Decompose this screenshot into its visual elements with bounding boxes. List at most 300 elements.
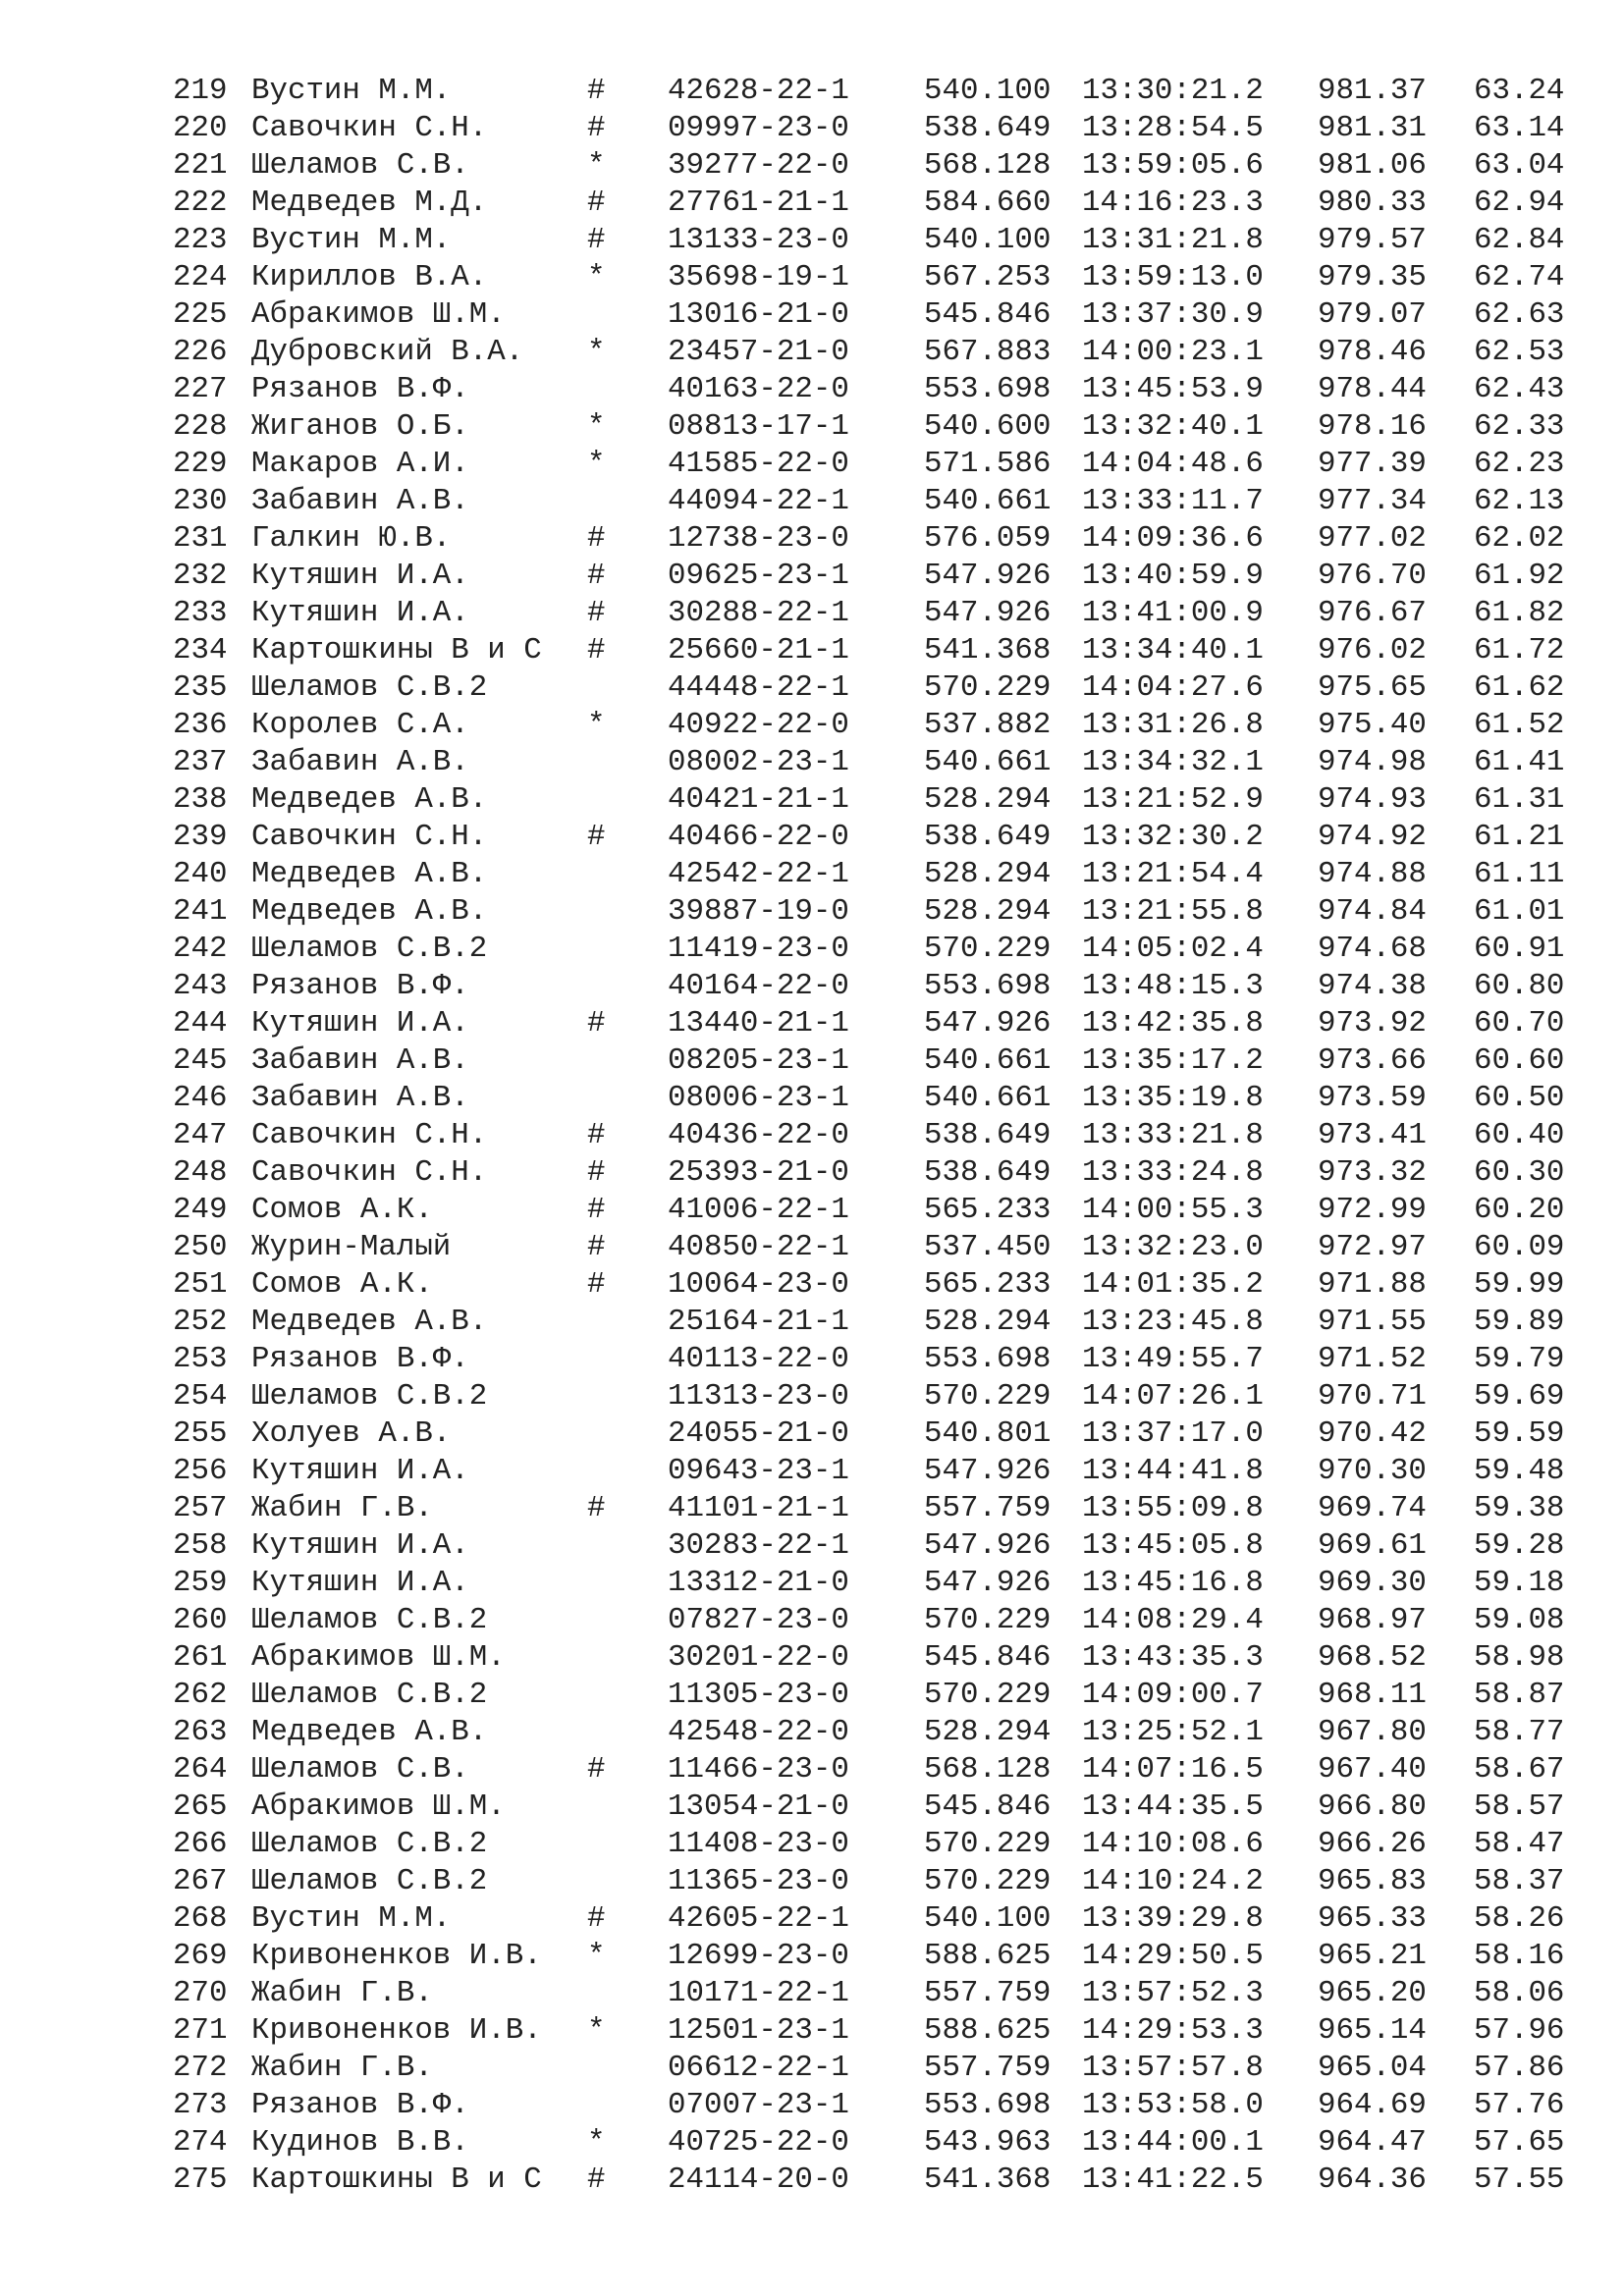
distance-cell: 537.450 xyxy=(924,1230,1052,1264)
rank-cell: 225 xyxy=(173,297,228,332)
arrival-time-cell: 13:21:54.4 xyxy=(1082,857,1264,891)
rank-cell: 256 xyxy=(173,1454,228,1488)
rank-cell: 267 xyxy=(173,1864,228,1898)
distance-cell: 570.229 xyxy=(924,1379,1052,1414)
score-cell: 58.37 xyxy=(1474,1864,1565,1898)
fancier-name-cell: Забавин А.В. xyxy=(251,745,469,779)
distance-cell: 541.368 xyxy=(924,633,1052,667)
speed-cell: 965.14 xyxy=(1318,2013,1427,2048)
speed-cell: 974.84 xyxy=(1318,894,1427,929)
score-cell: 60.80 xyxy=(1474,969,1565,1003)
arrival-time-cell: 13:32:30.2 xyxy=(1082,820,1264,854)
score-cell: 62.43 xyxy=(1474,372,1565,406)
mark-cell: * xyxy=(587,708,606,742)
score-cell: 61.72 xyxy=(1474,633,1565,667)
score-cell: 60.20 xyxy=(1474,1193,1565,1227)
distance-cell: 537.882 xyxy=(924,708,1052,742)
score-cell: 58.16 xyxy=(1474,1939,1565,1973)
distance-cell: 567.253 xyxy=(924,260,1052,294)
rank-cell: 237 xyxy=(173,745,228,779)
score-cell: 57.55 xyxy=(1474,2163,1565,2197)
mark-cell: * xyxy=(587,148,606,183)
score-cell: 58.67 xyxy=(1474,1752,1565,1787)
fancier-name-cell: Абракимов Ш.М. xyxy=(251,297,506,332)
ring-number-cell: 41101-21-1 xyxy=(668,1491,849,1525)
score-cell: 62.23 xyxy=(1474,447,1565,481)
distance-cell: 547.926 xyxy=(924,1528,1052,1563)
fancier-name-cell: Кутяшин И.А. xyxy=(251,559,469,593)
fancier-name-cell: Савочкин С.Н. xyxy=(251,111,488,145)
ring-number-cell: 08002-23-1 xyxy=(668,745,849,779)
distance-cell: 540.661 xyxy=(924,1043,1052,1078)
arrival-time-cell: 13:21:52.9 xyxy=(1082,782,1264,817)
score-cell: 58.06 xyxy=(1474,1976,1565,2010)
score-cell: 59.08 xyxy=(1474,1603,1565,1637)
score-cell: 63.24 xyxy=(1474,74,1565,108)
ring-number-cell: 11466-23-0 xyxy=(668,1752,849,1787)
speed-cell: 964.36 xyxy=(1318,2163,1427,2197)
score-cell: 62.53 xyxy=(1474,335,1565,369)
arrival-time-cell: 14:05:02.4 xyxy=(1082,932,1264,966)
arrival-time-cell: 13:45:16.8 xyxy=(1082,1566,1264,1600)
arrival-time-cell: 14:01:35.2 xyxy=(1082,1267,1264,1302)
rank-cell: 229 xyxy=(173,447,228,481)
score-cell: 57.65 xyxy=(1474,2125,1565,2160)
mark-cell: * xyxy=(587,260,606,294)
fancier-name-cell: Забавин А.В. xyxy=(251,484,469,518)
arrival-time-cell: 13:48:15.3 xyxy=(1082,969,1264,1003)
mark-cell: # xyxy=(587,1006,606,1041)
speed-cell: 973.41 xyxy=(1318,1118,1427,1152)
speed-cell: 977.02 xyxy=(1318,521,1427,556)
speed-cell: 981.06 xyxy=(1318,148,1427,183)
distance-cell: 540.661 xyxy=(924,484,1052,518)
ring-number-cell: 09625-23-1 xyxy=(668,559,849,593)
arrival-time-cell: 14:00:55.3 xyxy=(1082,1193,1264,1227)
score-cell: 57.86 xyxy=(1474,2051,1565,2085)
ring-number-cell: 40164-22-0 xyxy=(668,969,849,1003)
ring-number-cell: 11419-23-0 xyxy=(668,932,849,966)
rank-cell: 270 xyxy=(173,1976,228,2010)
fancier-name-cell: Рязанов В.Ф. xyxy=(251,1342,469,1376)
score-cell: 61.92 xyxy=(1474,559,1565,593)
speed-cell: 971.52 xyxy=(1318,1342,1427,1376)
speed-cell: 966.26 xyxy=(1318,1827,1427,1861)
fancier-name-cell: Медведев А.В. xyxy=(251,857,488,891)
ring-number-cell: 25660-21-1 xyxy=(668,633,849,667)
ring-number-cell: 13054-21-0 xyxy=(668,1789,849,1824)
score-cell: 61.62 xyxy=(1474,670,1565,705)
arrival-time-cell: 13:37:30.9 xyxy=(1082,297,1264,332)
distance-cell: 568.128 xyxy=(924,1752,1052,1787)
speed-cell: 966.80 xyxy=(1318,1789,1427,1824)
arrival-time-cell: 13:42:35.8 xyxy=(1082,1006,1264,1041)
rank-cell: 221 xyxy=(173,148,228,183)
speed-cell: 972.97 xyxy=(1318,1230,1427,1264)
fancier-name-cell: Шеламов С.В.2 xyxy=(251,670,488,705)
mark-cell: # xyxy=(587,633,606,667)
rank-cell: 243 xyxy=(173,969,228,1003)
fancier-name-cell: Медведев А.В. xyxy=(251,894,488,929)
arrival-time-cell: 13:37:17.0 xyxy=(1082,1416,1264,1451)
fancier-name-cell: Галкин Ю.В. xyxy=(251,521,452,556)
distance-cell: 540.100 xyxy=(924,1901,1052,1936)
score-cell: 59.69 xyxy=(1474,1379,1565,1414)
speed-cell: 969.30 xyxy=(1318,1566,1427,1600)
ring-number-cell: 30283-22-1 xyxy=(668,1528,849,1563)
mark-cell: * xyxy=(587,2013,606,2048)
ring-number-cell: 07827-23-0 xyxy=(668,1603,849,1637)
fancier-name-cell: Шеламов С.В.2 xyxy=(251,932,488,966)
arrival-time-cell: 14:29:50.5 xyxy=(1082,1939,1264,1973)
speed-cell: 976.67 xyxy=(1318,596,1427,630)
ring-number-cell: 39277-22-0 xyxy=(668,148,849,183)
distance-cell: 540.661 xyxy=(924,1081,1052,1115)
distance-cell: 565.233 xyxy=(924,1193,1052,1227)
ring-number-cell: 25164-21-1 xyxy=(668,1305,849,1339)
distance-cell: 543.963 xyxy=(924,2125,1052,2160)
score-cell: 62.33 xyxy=(1474,409,1565,444)
speed-cell: 972.99 xyxy=(1318,1193,1427,1227)
rank-cell: 261 xyxy=(173,1640,228,1675)
fancier-name-cell: Кутяшин И.А. xyxy=(251,1528,469,1563)
arrival-time-cell: 13:53:58.0 xyxy=(1082,2088,1264,2122)
fancier-name-cell: Макаров А.И. xyxy=(251,447,469,481)
fancier-name-cell: Абракимов Ш.М. xyxy=(251,1640,506,1675)
score-cell: 58.57 xyxy=(1474,1789,1565,1824)
fancier-name-cell: Жабин Г.В. xyxy=(251,2051,433,2085)
ring-number-cell: 12501-23-1 xyxy=(668,2013,849,2048)
ring-number-cell: 42628-22-1 xyxy=(668,74,849,108)
ring-number-cell: 13312-21-0 xyxy=(668,1566,849,1600)
ring-number-cell: 40421-21-1 xyxy=(668,782,849,817)
ring-number-cell: 40436-22-0 xyxy=(668,1118,849,1152)
arrival-time-cell: 13:32:40.1 xyxy=(1082,409,1264,444)
speed-cell: 974.68 xyxy=(1318,932,1427,966)
score-cell: 61.52 xyxy=(1474,708,1565,742)
speed-cell: 975.40 xyxy=(1318,708,1427,742)
ring-number-cell: 13133-23-0 xyxy=(668,223,849,257)
distance-cell: 547.926 xyxy=(924,596,1052,630)
mark-cell: # xyxy=(587,1155,606,1190)
ring-number-cell: 11365-23-0 xyxy=(668,1864,849,1898)
ring-number-cell: 40163-22-0 xyxy=(668,372,849,406)
distance-cell: 547.926 xyxy=(924,1566,1052,1600)
score-cell: 59.28 xyxy=(1474,1528,1565,1563)
ring-number-cell: 12699-23-0 xyxy=(668,1939,849,1973)
fancier-name-cell: Вустин М.М. xyxy=(251,74,452,108)
distance-cell: 528.294 xyxy=(924,782,1052,817)
score-cell: 60.30 xyxy=(1474,1155,1565,1190)
arrival-time-cell: 14:29:53.3 xyxy=(1082,2013,1264,2048)
score-cell: 62.02 xyxy=(1474,521,1565,556)
rank-cell: 219 xyxy=(173,74,228,108)
mark-cell: * xyxy=(587,335,606,369)
arrival-time-cell: 13:45:05.8 xyxy=(1082,1528,1264,1563)
rank-cell: 248 xyxy=(173,1155,228,1190)
ring-number-cell: 30288-22-1 xyxy=(668,596,849,630)
fancier-name-cell: Абракимов Ш.М. xyxy=(251,1789,506,1824)
fancier-name-cell: Жиганов О.Б. xyxy=(251,409,469,444)
fancier-name-cell: Дубровский В.А. xyxy=(251,335,524,369)
ring-number-cell: 08006-23-1 xyxy=(668,1081,849,1115)
distance-cell: 540.661 xyxy=(924,745,1052,779)
mark-cell: # xyxy=(587,1193,606,1227)
ring-number-cell: 39887-19-0 xyxy=(668,894,849,929)
arrival-time-cell: 13:40:59.9 xyxy=(1082,559,1264,593)
distance-cell: 553.698 xyxy=(924,2088,1052,2122)
speed-cell: 978.44 xyxy=(1318,372,1427,406)
arrival-time-cell: 13:33:11.7 xyxy=(1082,484,1264,518)
rank-cell: 244 xyxy=(173,1006,228,1041)
distance-cell: 557.759 xyxy=(924,2051,1052,2085)
rank-cell: 241 xyxy=(173,894,228,929)
speed-cell: 977.39 xyxy=(1318,447,1427,481)
ring-number-cell: 44448-22-1 xyxy=(668,670,849,705)
speed-cell: 974.93 xyxy=(1318,782,1427,817)
speed-cell: 973.92 xyxy=(1318,1006,1427,1041)
speed-cell: 970.30 xyxy=(1318,1454,1427,1488)
mark-cell: # xyxy=(587,1491,606,1525)
rank-cell: 227 xyxy=(173,372,228,406)
ring-number-cell: 30201-22-0 xyxy=(668,1640,849,1675)
arrival-time-cell: 13:31:26.8 xyxy=(1082,708,1264,742)
fancier-name-cell: Кириллов В.А. xyxy=(251,260,488,294)
fancier-name-cell: Шеламов С.В. xyxy=(251,1752,469,1787)
rank-cell: 275 xyxy=(173,2163,228,2197)
fancier-name-cell: Шеламов С.В.2 xyxy=(251,1379,488,1414)
fancier-name-cell: Забавин А.В. xyxy=(251,1081,469,1115)
speed-cell: 965.33 xyxy=(1318,1901,1427,1936)
speed-cell: 970.71 xyxy=(1318,1379,1427,1414)
ring-number-cell: 11313-23-0 xyxy=(668,1379,849,1414)
mark-cell: # xyxy=(587,223,606,257)
rank-cell: 266 xyxy=(173,1827,228,1861)
ring-number-cell: 11408-23-0 xyxy=(668,1827,849,1861)
distance-cell: 576.059 xyxy=(924,521,1052,556)
distance-cell: 570.229 xyxy=(924,1827,1052,1861)
rank-cell: 234 xyxy=(173,633,228,667)
rank-cell: 238 xyxy=(173,782,228,817)
arrival-time-cell: 13:59:05.6 xyxy=(1082,148,1264,183)
score-cell: 59.48 xyxy=(1474,1454,1565,1488)
fancier-name-cell: Вустин М.М. xyxy=(251,223,452,257)
rank-cell: 246 xyxy=(173,1081,228,1115)
distance-cell: 547.926 xyxy=(924,1006,1052,1041)
arrival-time-cell: 13:25:52.1 xyxy=(1082,1715,1264,1749)
ring-number-cell: 41585-22-0 xyxy=(668,447,849,481)
distance-cell: 545.846 xyxy=(924,1640,1052,1675)
score-cell: 62.13 xyxy=(1474,484,1565,518)
rank-cell: 231 xyxy=(173,521,228,556)
speed-cell: 967.80 xyxy=(1318,1715,1427,1749)
arrival-time-cell: 13:43:35.3 xyxy=(1082,1640,1264,1675)
ring-number-cell: 10171-22-1 xyxy=(668,1976,849,2010)
fancier-name-cell: Картошкины В и С xyxy=(251,2163,542,2197)
score-cell: 59.99 xyxy=(1474,1267,1565,1302)
speed-cell: 971.55 xyxy=(1318,1305,1427,1339)
mark-cell: * xyxy=(587,447,606,481)
speed-cell: 968.52 xyxy=(1318,1640,1427,1675)
score-cell: 61.82 xyxy=(1474,596,1565,630)
speed-cell: 969.61 xyxy=(1318,1528,1427,1563)
arrival-time-cell: 14:08:29.4 xyxy=(1082,1603,1264,1637)
rank-cell: 226 xyxy=(173,335,228,369)
ring-number-cell: 35698-19-1 xyxy=(668,260,849,294)
score-cell: 59.18 xyxy=(1474,1566,1565,1600)
mark-cell: # xyxy=(587,596,606,630)
rank-cell: 252 xyxy=(173,1305,228,1339)
arrival-time-cell: 13:49:55.7 xyxy=(1082,1342,1264,1376)
rank-cell: 247 xyxy=(173,1118,228,1152)
arrival-time-cell: 14:10:24.2 xyxy=(1082,1864,1264,1898)
fancier-name-cell: Рязанов В.Ф. xyxy=(251,969,469,1003)
distance-cell: 538.649 xyxy=(924,1155,1052,1190)
distance-cell: 553.698 xyxy=(924,372,1052,406)
rank-cell: 236 xyxy=(173,708,228,742)
speed-cell: 979.35 xyxy=(1318,260,1427,294)
speed-cell: 974.92 xyxy=(1318,820,1427,854)
ring-number-cell: 08205-23-1 xyxy=(668,1043,849,1078)
score-cell: 59.79 xyxy=(1474,1342,1565,1376)
distance-cell: 540.600 xyxy=(924,409,1052,444)
distance-cell: 547.926 xyxy=(924,1454,1052,1488)
speed-cell: 964.69 xyxy=(1318,2088,1427,2122)
fancier-name-cell: Королев С.А. xyxy=(251,708,469,742)
fancier-name-cell: Забавин А.В. xyxy=(251,1043,469,1078)
mark-cell: * xyxy=(587,2125,606,2160)
ring-number-cell: 11305-23-0 xyxy=(668,1678,849,1712)
speed-cell: 975.65 xyxy=(1318,670,1427,705)
distance-cell: 528.294 xyxy=(924,1305,1052,1339)
score-cell: 62.74 xyxy=(1474,260,1565,294)
fancier-name-cell: Шеламов С.В.2 xyxy=(251,1827,488,1861)
mark-cell: # xyxy=(587,2163,606,2197)
score-cell: 59.59 xyxy=(1474,1416,1565,1451)
distance-cell: 570.229 xyxy=(924,1864,1052,1898)
fancier-name-cell: Медведев А.В. xyxy=(251,782,488,817)
score-cell: 60.91 xyxy=(1474,932,1565,966)
ring-number-cell: 13016-21-0 xyxy=(668,297,849,332)
score-cell: 60.60 xyxy=(1474,1043,1565,1078)
fancier-name-cell: Вустин М.М. xyxy=(251,1901,452,1936)
arrival-time-cell: 13:39:29.8 xyxy=(1082,1901,1264,1936)
distance-cell: 588.625 xyxy=(924,2013,1052,2048)
mark-cell: # xyxy=(587,1752,606,1787)
ring-number-cell: 10064-23-0 xyxy=(668,1267,849,1302)
rank-cell: 272 xyxy=(173,2051,228,2085)
rank-cell: 223 xyxy=(173,223,228,257)
mark-cell: # xyxy=(587,1901,606,1936)
fancier-name-cell: Холуев А.В. xyxy=(251,1416,452,1451)
rank-cell: 257 xyxy=(173,1491,228,1525)
score-cell: 59.38 xyxy=(1474,1491,1565,1525)
mark-cell: * xyxy=(587,409,606,444)
ring-number-cell: 07007-23-1 xyxy=(668,2088,849,2122)
distance-cell: 584.660 xyxy=(924,186,1052,220)
rank-cell: 242 xyxy=(173,932,228,966)
speed-cell: 974.98 xyxy=(1318,745,1427,779)
speed-cell: 979.07 xyxy=(1318,297,1427,332)
rank-cell: 262 xyxy=(173,1678,228,1712)
speed-cell: 964.47 xyxy=(1318,2125,1427,2160)
mark-cell: # xyxy=(587,820,606,854)
distance-cell: 557.759 xyxy=(924,1976,1052,2010)
score-cell: 61.41 xyxy=(1474,745,1565,779)
rank-cell: 251 xyxy=(173,1267,228,1302)
speed-cell: 978.16 xyxy=(1318,409,1427,444)
distance-cell: 545.846 xyxy=(924,1789,1052,1824)
rank-cell: 254 xyxy=(173,1379,228,1414)
score-cell: 61.31 xyxy=(1474,782,1565,817)
distance-cell: 568.128 xyxy=(924,148,1052,183)
mark-cell: # xyxy=(587,74,606,108)
fancier-name-cell: Шеламов С.В. xyxy=(251,148,469,183)
rank-cell: 232 xyxy=(173,559,228,593)
arrival-time-cell: 13:41:22.5 xyxy=(1082,2163,1264,2197)
score-cell: 57.96 xyxy=(1474,2013,1565,2048)
speed-cell: 965.83 xyxy=(1318,1864,1427,1898)
distance-cell: 547.926 xyxy=(924,559,1052,593)
speed-cell: 976.70 xyxy=(1318,559,1427,593)
fancier-name-cell: Шеламов С.В.2 xyxy=(251,1864,488,1898)
speed-cell: 973.59 xyxy=(1318,1081,1427,1115)
distance-cell: 557.759 xyxy=(924,1491,1052,1525)
distance-cell: 541.368 xyxy=(924,2163,1052,2197)
score-cell: 60.40 xyxy=(1474,1118,1565,1152)
fancier-name-cell: Медведев А.В. xyxy=(251,1305,488,1339)
mark-cell: * xyxy=(587,1939,606,1973)
ring-number-cell: 12738-23-0 xyxy=(668,521,849,556)
speed-cell: 965.04 xyxy=(1318,2051,1427,2085)
fancier-name-cell: Сомов А.К. xyxy=(251,1193,433,1227)
score-cell: 62.94 xyxy=(1474,186,1565,220)
distance-cell: 567.883 xyxy=(924,335,1052,369)
score-cell: 59.89 xyxy=(1474,1305,1565,1339)
fancier-name-cell: Сомов А.К. xyxy=(251,1267,433,1302)
score-cell: 58.47 xyxy=(1474,1827,1565,1861)
arrival-time-cell: 13:31:21.8 xyxy=(1082,223,1264,257)
arrival-time-cell: 13:30:21.2 xyxy=(1082,74,1264,108)
fancier-name-cell: Савочкин С.Н. xyxy=(251,1118,488,1152)
distance-cell: 538.649 xyxy=(924,111,1052,145)
ring-number-cell: 27761-21-1 xyxy=(668,186,849,220)
arrival-time-cell: 13:33:21.8 xyxy=(1082,1118,1264,1152)
fancier-name-cell: Жабин Г.В. xyxy=(251,1976,433,2010)
ring-number-cell: 24055-21-0 xyxy=(668,1416,849,1451)
speed-cell: 973.32 xyxy=(1318,1155,1427,1190)
score-cell: 61.01 xyxy=(1474,894,1565,929)
rank-cell: 273 xyxy=(173,2088,228,2122)
speed-cell: 965.21 xyxy=(1318,1939,1427,1973)
arrival-time-cell: 13:34:40.1 xyxy=(1082,633,1264,667)
rank-cell: 245 xyxy=(173,1043,228,1078)
fancier-name-cell: Рязанов В.Ф. xyxy=(251,372,469,406)
fancier-name-cell: Кривоненков И.В. xyxy=(251,1939,542,1973)
mark-cell: # xyxy=(587,186,606,220)
ring-number-cell: 42605-22-1 xyxy=(668,1901,849,1936)
speed-cell: 974.88 xyxy=(1318,857,1427,891)
ring-number-cell: 24114-20-0 xyxy=(668,2163,849,2197)
ring-number-cell: 41006-22-1 xyxy=(668,1193,849,1227)
rank-cell: 268 xyxy=(173,1901,228,1936)
rank-cell: 230 xyxy=(173,484,228,518)
arrival-time-cell: 13:59:13.0 xyxy=(1082,260,1264,294)
fancier-name-cell: Журин-Малый xyxy=(251,1230,452,1264)
ring-number-cell: 06612-22-1 xyxy=(668,2051,849,2085)
distance-cell: 540.801 xyxy=(924,1416,1052,1451)
rank-cell: 235 xyxy=(173,670,228,705)
